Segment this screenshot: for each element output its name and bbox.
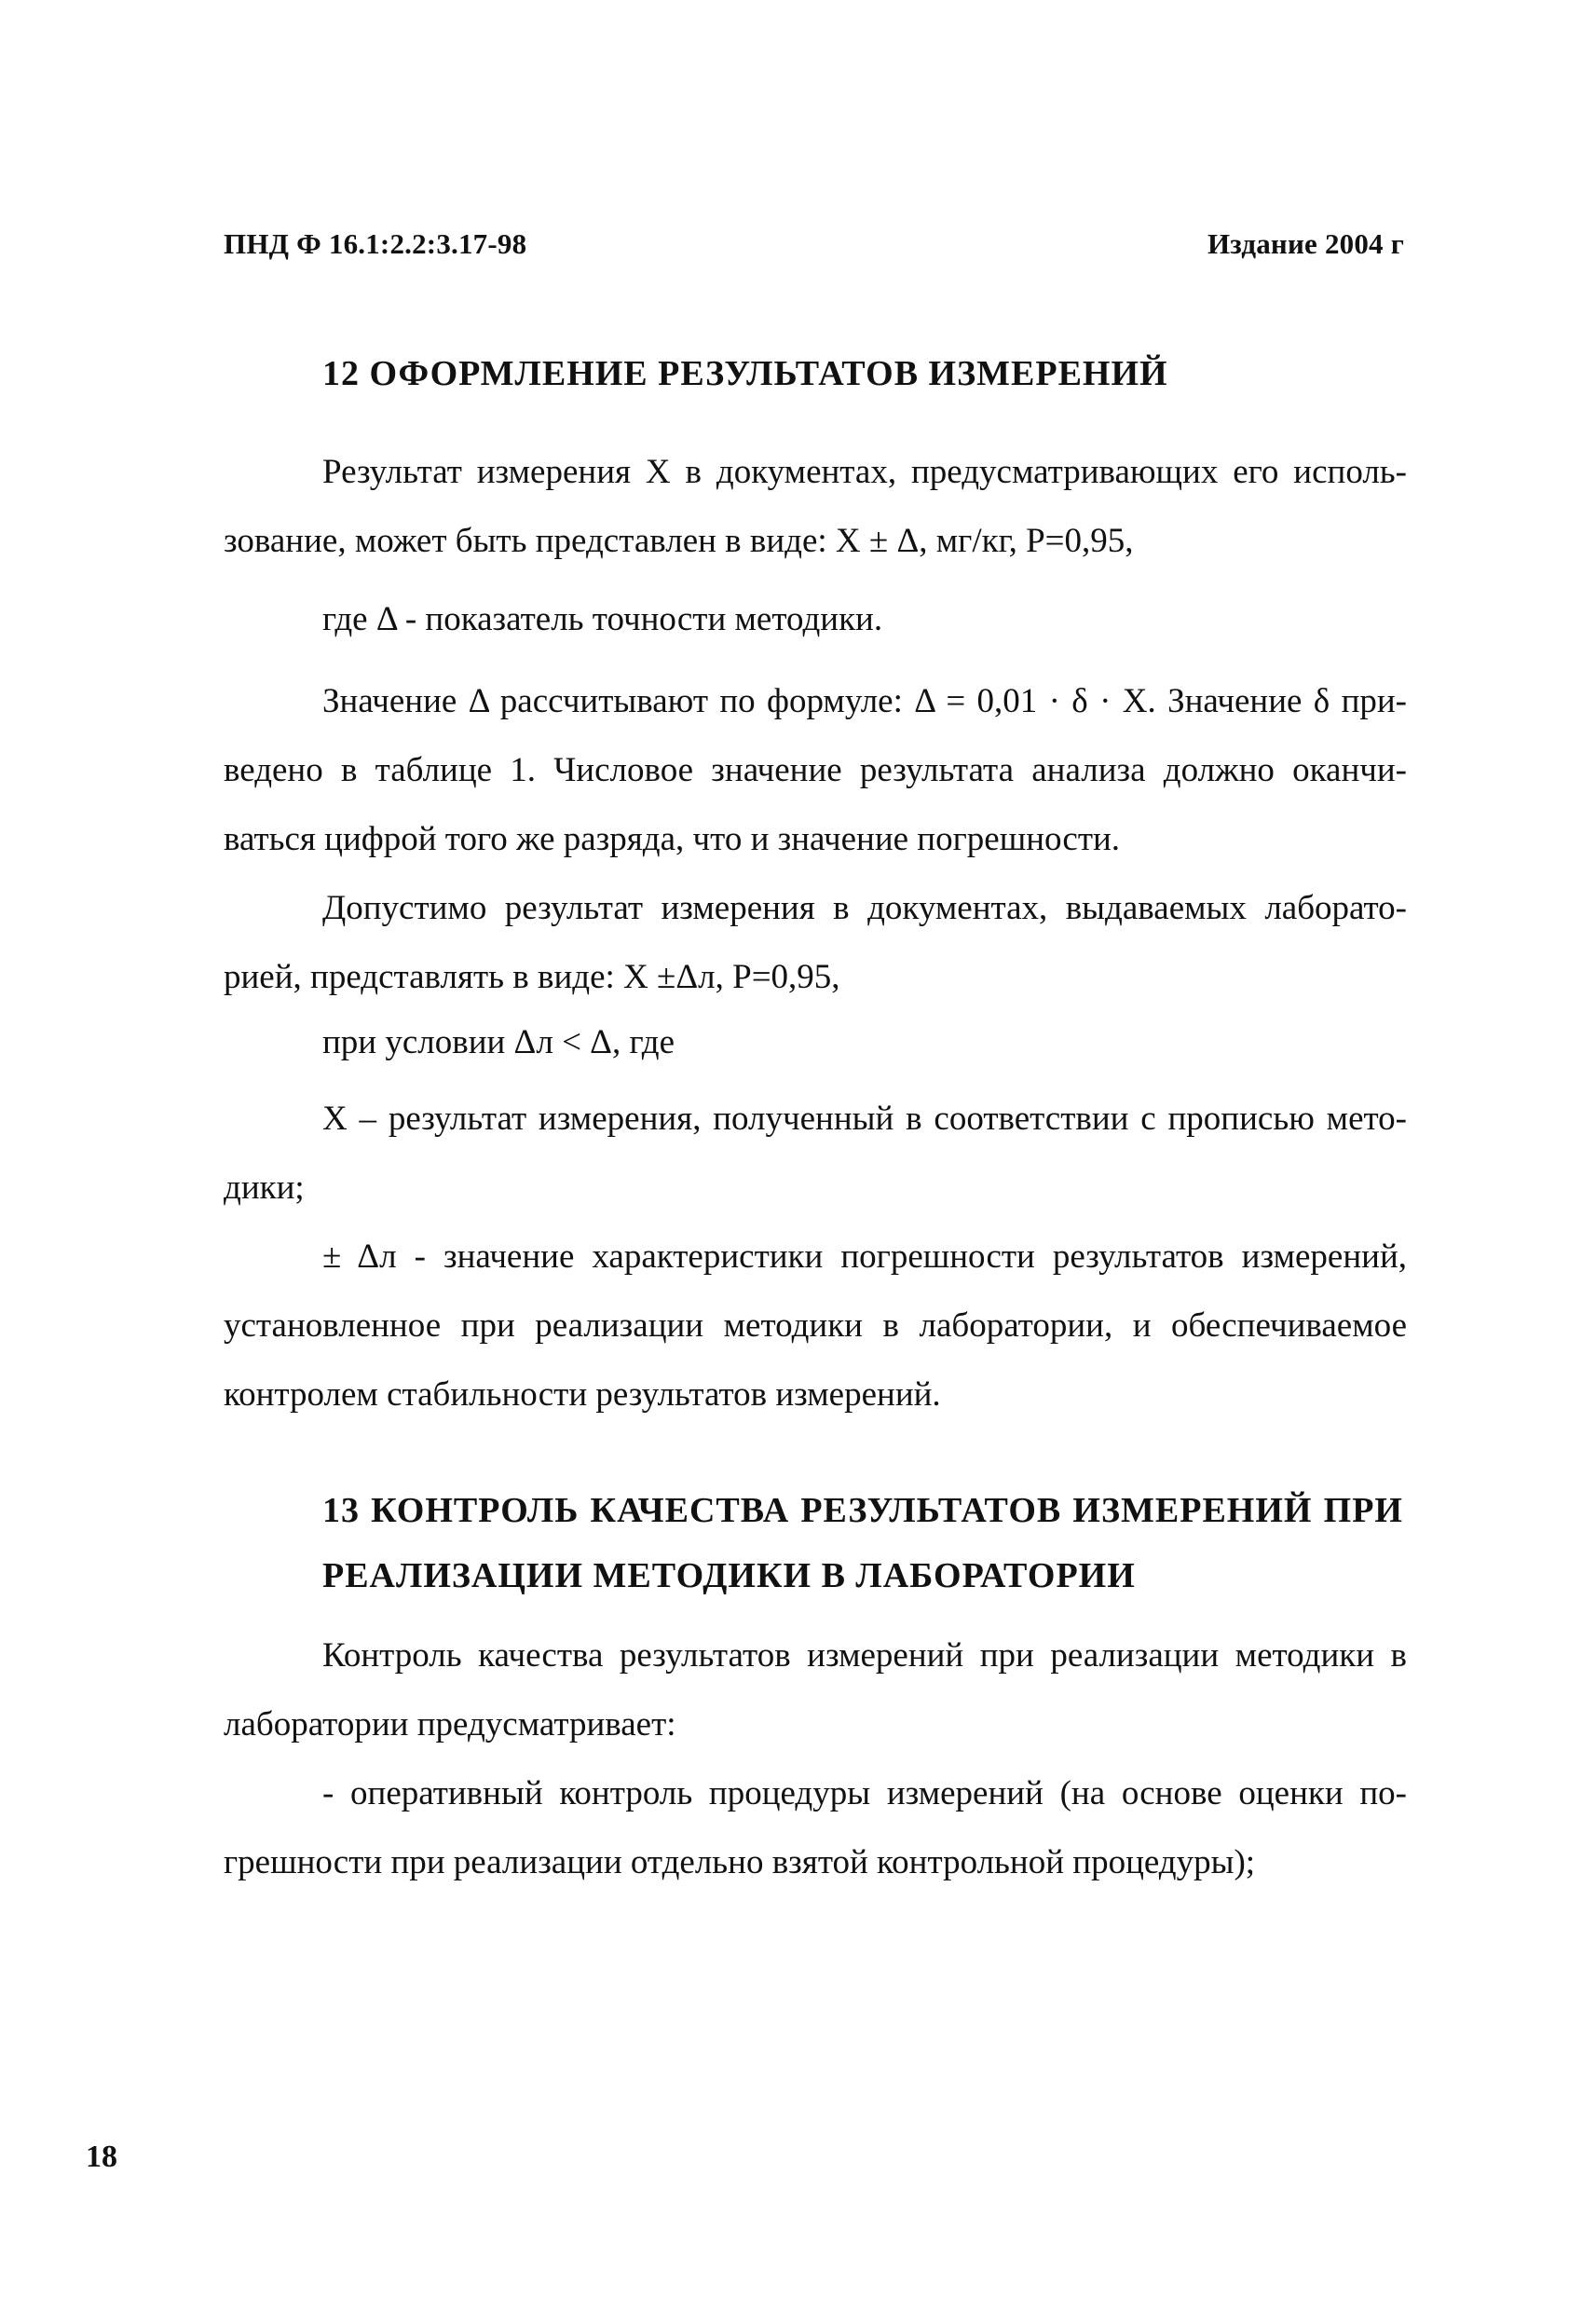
section-12-paragraph-1 xyxy=(224,438,1407,576)
title-line: РЕАЛИЗАЦИИ МЕТОДИКИ В ЛАБОРАТОРИИ xyxy=(322,1556,1136,1595)
text-line: - оперативный контроль процедуры измерений (на основе оценки по- xyxy=(322,1774,1407,1812)
title-line: 13 КОНТРОЛЬ КАЧЕСТВА РЕЗУЛЬТАТОВ ИЗМЕРЕНИЙ ПРИ xyxy=(322,1491,1403,1530)
text-line: дики; xyxy=(224,1169,305,1207)
text-line: Допустимо результат измерения в документах, выдаваемых лаборато- xyxy=(322,889,1407,927)
text-line: контролем стабильности результатов измерений. xyxy=(224,1375,941,1414)
page-number: 18 xyxy=(86,2140,117,2174)
section-13-paragraph-1 xyxy=(224,1621,1407,1759)
section-12-paragraph-4 xyxy=(224,874,1407,1012)
section-12-paragraph-3 xyxy=(224,667,1407,874)
text-line: ± Δл - значение характеристики погрешности результатов измерений, xyxy=(322,1238,1407,1276)
document-code: ПНД Ф 16.1:2.2:3.17-98 xyxy=(224,227,527,260)
text-line: X – результат измерения, полученный в соответствии с прописью мето- xyxy=(322,1100,1407,1138)
section-12-paragraph-2 xyxy=(224,585,1407,654)
text-line: ваться цифрой того же разряда, что и значение погрешности. xyxy=(224,820,1121,858)
section-12-paragraph-7 xyxy=(224,1223,1407,1429)
text-line: установленное при реализации методики в лаборатории, и обеспечиваемое xyxy=(224,1306,1407,1345)
section-12-paragraph-5 xyxy=(224,1008,1407,1077)
text-line: при условии Δл < Δ, где xyxy=(322,1023,675,1061)
text-line: Значение Δ рассчитывают по формуле: Δ = 0,01 · δ · X. Значение δ при- xyxy=(322,682,1407,720)
edition-label: Издание 2004 г xyxy=(1207,227,1404,260)
text-line: лаборатории предусматривает: xyxy=(224,1705,676,1744)
text-line: где Δ - показатель точности методики. xyxy=(322,600,883,638)
section-12-paragraph-6 xyxy=(224,1085,1407,1223)
text-line: рией, представлять в виде: X ±Δл, Р=0,95, xyxy=(224,958,840,996)
text-line: грешности при реализации отдельно взятой контрольной процедуры); xyxy=(224,1843,1256,1881)
text-line: Результат измерения X в документах, предусматривающих его исполь- xyxy=(322,453,1407,491)
text-line: зование, может быть представлен в виде: X ± Δ, мг/кг, Р=0,95, xyxy=(224,522,1134,560)
section-12-title: 12 ОФОРМЛЕНИЕ РЕЗУЛЬТАТОВ ИЗМЕРЕНИЙ xyxy=(322,354,1168,393)
section-13-paragraph-2 xyxy=(224,1759,1407,1897)
text-line: ведено в таблице 1. Числовое значение результата анализа должно оканчи- xyxy=(224,751,1407,789)
text-line: Контроль качества результатов измерений при реализации методики в xyxy=(322,1636,1407,1675)
section-13-title xyxy=(322,1478,1403,1608)
